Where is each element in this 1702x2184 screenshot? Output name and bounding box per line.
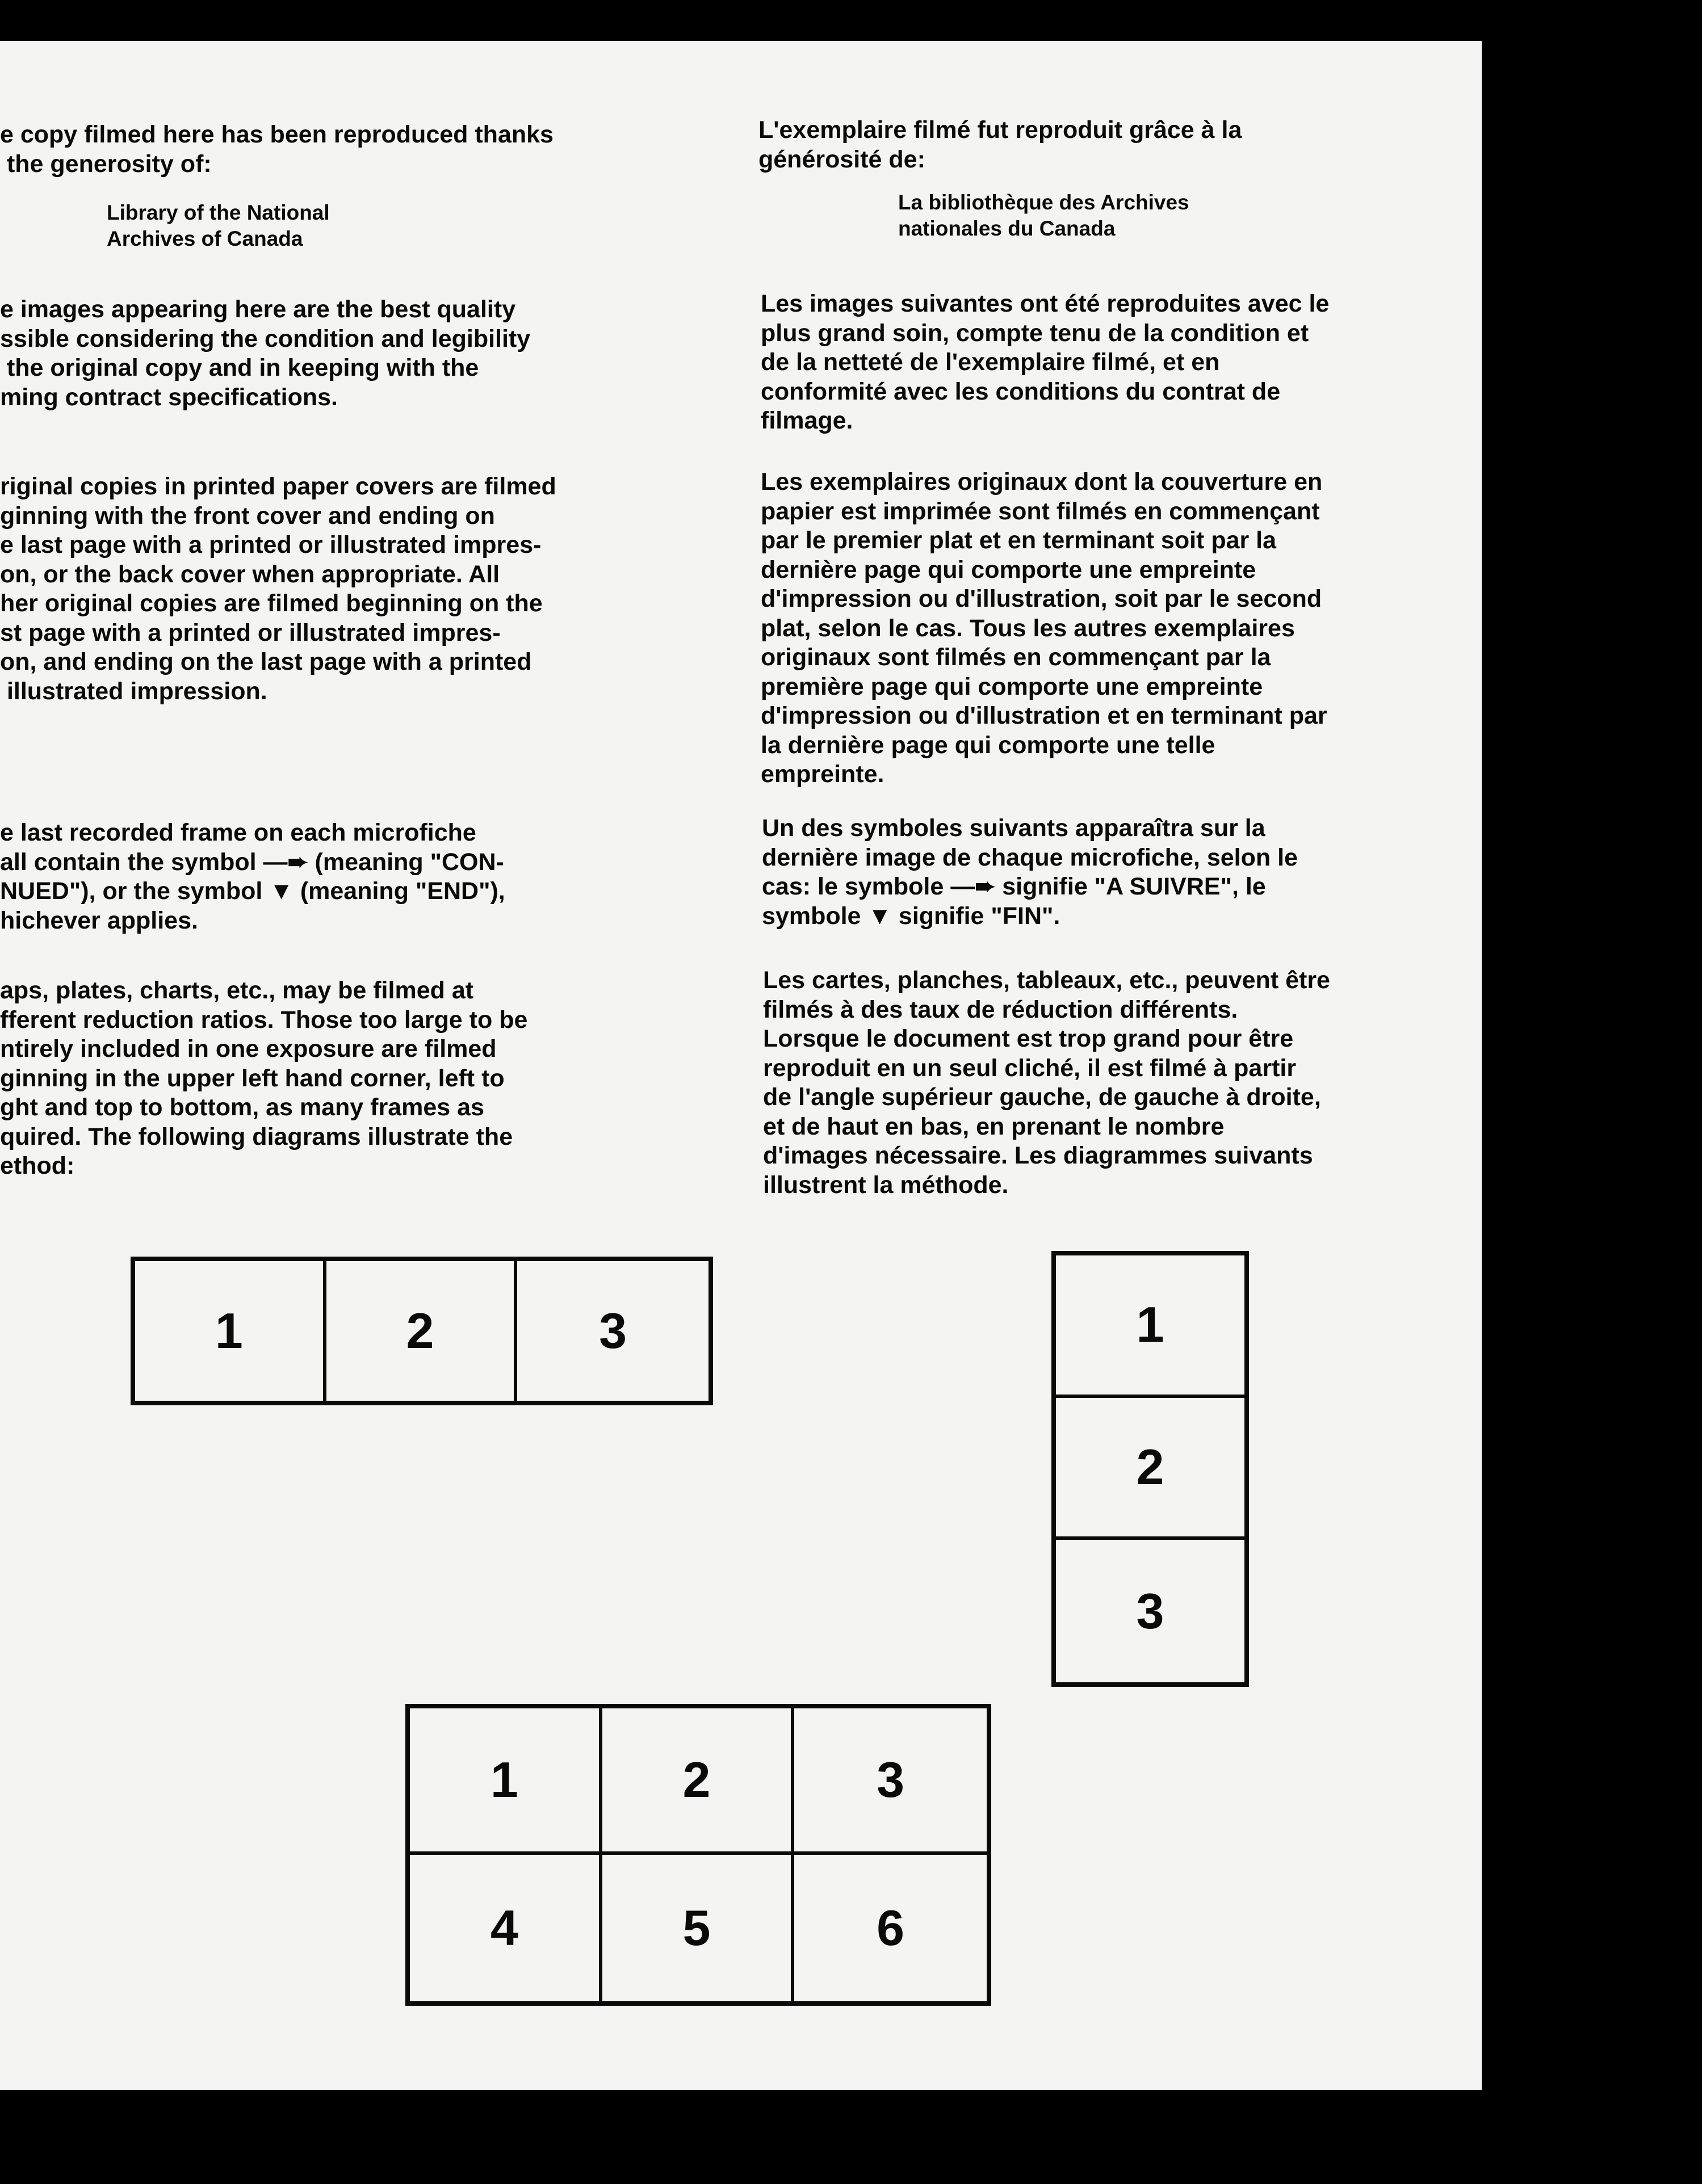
arrow-symbol-icon: —➨ bbox=[263, 848, 308, 876]
microfiche-target-sheet bbox=[0, 41, 1482, 2090]
frame-cell: 2 bbox=[602, 1708, 795, 1855]
english-symbols-note: e last recorded frame on each microfiche all contain the symbol —➨ (meaning "CON- NUED"), or the symbol ▼ (meaning "END"), hichever applies. bbox=[0, 819, 505, 934]
frame-cell: 5 bbox=[602, 1855, 795, 2001]
french-originals-note: Les exemplaires originaux dont la couverture en papier est imprimée sont filmés en commençant par le premier plat et en terminant soit par la dernière page qui comporte une empreinte d'impression ou d'illustration, soit par le second plat, selon le cas. Tous les autres exemplaires originaux sont filmés en commençant par la première page qui comporte une empreinte d'impression ou d'illustration et en terminant par la dernière page qui comporte une telle empreinte. bbox=[761, 468, 1327, 788]
triangle-symbol-icon: ▼ bbox=[269, 877, 294, 905]
english-thanks: e copy filmed here has been reproduced thanks the generosity of: bbox=[0, 121, 554, 178]
english-originals-note: riginal copies in printed paper covers are filmed ginning with the front cover and ending on e last page with a printed or illustrated impres- on, or the back cover when appropriate. All her original copies are filmed beginning on the st page with a printed or illustrated impres- on, and ending on the last page with a printed illustrated impression. bbox=[0, 473, 556, 705]
english-library-name: Library of the National Archives of Canada bbox=[107, 201, 330, 250]
arrow-symbol-icon: —➨ bbox=[950, 873, 996, 900]
french-library-name: La bibliothèque des Archives nationales du Canada bbox=[898, 191, 1189, 240]
english-quality-note: e images appearing here are the best quality ssible considering the condition and legibility the original copy and in keeping with the ming contract specifications. bbox=[0, 296, 531, 411]
french-symbols-note: Un des symboles suivants apparaîtra sur la dernière image de chaque microfiche, selon le cas: le symbole —➨ signifie "A SUIVRE", le symbole ▼ signifie "FIN". bbox=[762, 814, 1298, 931]
frame-cell: 1 bbox=[1056, 1255, 1244, 1398]
grid-frames-diagram bbox=[405, 1704, 991, 2006]
frame-cell: 6 bbox=[877, 1900, 905, 1956]
frame-cell: 3 bbox=[794, 1708, 987, 1855]
frame-cell: 1 bbox=[135, 1261, 326, 1401]
frame-cell: 3 bbox=[599, 1303, 627, 1359]
triangle-symbol-icon: ▼ bbox=[867, 902, 892, 930]
frame-cell: 2 bbox=[326, 1261, 518, 1401]
frame-cell: 2 bbox=[1056, 1398, 1244, 1540]
english-maps-note: aps, plates, charts, etc., may be filmed at fferent reduction ratios. Those too large to be ntirely included in one exposure are filmed ginning in the upper left hand corner, left to ght and top to bottom, as many frames as quired. The following diagrams illustrate the ethod: bbox=[0, 977, 528, 1179]
frame-cell: 3 bbox=[1136, 1582, 1164, 1639]
horizontal-frames-diagram bbox=[131, 1257, 713, 1405]
french-maps-note: Les cartes, planches, tableaux, etc., peuvent être filmés à des taux de réduction différents. Lorsque le document est trop grand pour être reproduit en un seul cliché, il est filmé à partir de l'angle supérieur gauche, de gauche à droite, et de haut en bas, en prenant le nombre d'images nécessaire. Les diagrammes suivants illustrent la méthode. bbox=[763, 967, 1330, 1199]
frame-cell: 4 bbox=[410, 1855, 602, 2001]
french-quality-note: Les images suivantes ont été reproduites avec le plus grand soin, compte tenu de la condition et de la netteté de l'exemplaire filmé, et en conformité avec les conditions du contrat de filmage. bbox=[761, 290, 1330, 434]
frame-cell: 1 bbox=[410, 1708, 602, 1855]
french-thanks: L'exemplaire filmé fut reproduit grâce à la générosité de: bbox=[758, 116, 1242, 173]
vertical-frames-diagram bbox=[1051, 1251, 1249, 1687]
